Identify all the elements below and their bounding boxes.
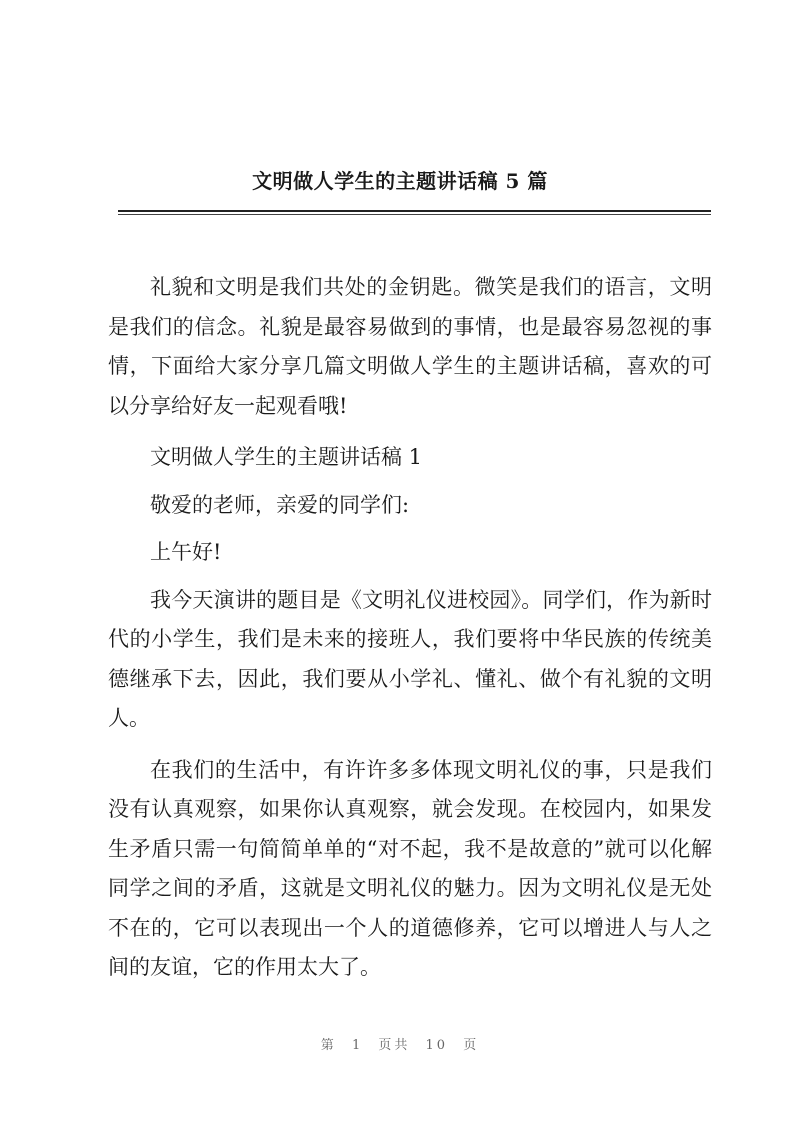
title-divider-thin <box>118 214 711 215</box>
footer-suffix: 页 <box>463 1038 480 1053</box>
section-heading: 文明做人学生的主题讲话稿 1 <box>150 445 423 469</box>
footer-total-pages: 10 <box>425 1038 449 1053</box>
greeting-paragraph: 上午好! <box>150 540 222 564</box>
body-paragraph: 我今天演讲的题目是《文明礼仪进校园》。同学们，作为新时代的小学生，我们是未来的接班人，我们要将中华民族的传统美德继承下去，因此，我们要从小学礼、懂礼、做个有礼貌的文明人。 <box>108 587 712 730</box>
salutation-paragraph: 敬爱的老师，亲爱的同学们: <box>150 492 410 517</box>
intro-paragraph: 礼貌和文明是我们共处的金钥匙。微笑是我们的语言，文明是我们的信念。礼貌是最容易做到的事情，也是最容易忽视的事情，下面给大家分享几篇文明做人学生的主题讲话稿，喜欢的可以分享给好友一起观看哦! <box>108 275 712 418</box>
page-footer <box>0 1034 800 1053</box>
footer-page-number: 1 <box>351 1038 364 1053</box>
title-divider-thick <box>118 210 711 212</box>
document-title: 文明做人学生的主题讲话稿 5 篇 <box>252 169 548 193</box>
footer-middle: 页共 <box>378 1038 411 1053</box>
body-paragraph: 在我们的生活中，有许许多多体现文明礼仪的事，只是我们没有认真观察，如果你认真观察，就会发现。在校园内，如果发生矛盾只需一句简简单单的“对不起，我不是故意的”就可以化解同学之间的矛盾，这就是文明礼仪的魅力。因为文明礼仪是无处不在的，它可以表现出一个人的道德修养，它可以增进人与人之间的友谊，它的作用太大了。 <box>108 757 712 979</box>
document-body <box>108 268 712 1000</box>
footer-prefix: 第 <box>320 1038 337 1053</box>
